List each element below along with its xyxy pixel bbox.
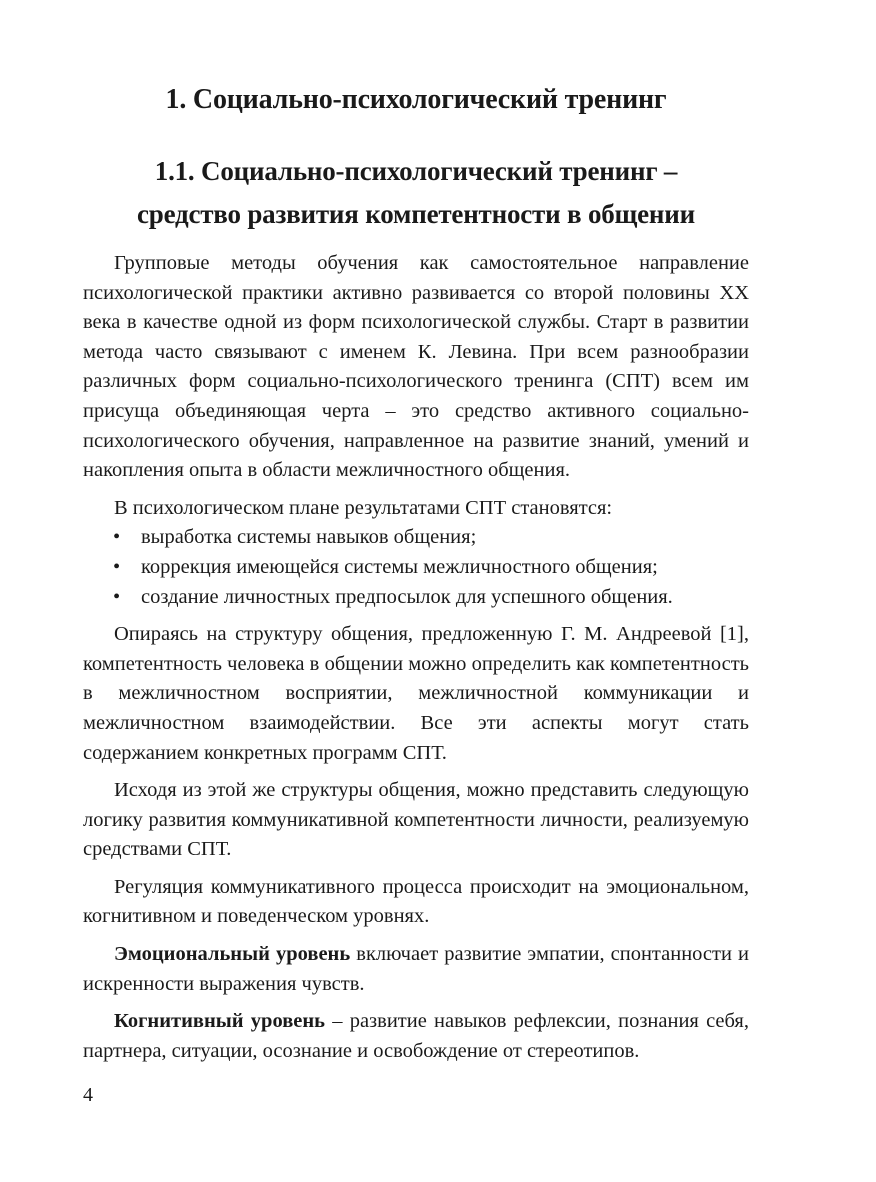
paragraph-logic: Исходя из этой же структуры общения, можно представить следующую логику развития коммуникативной компетентности личности, реализуемую средствами СПТ. — [83, 779, 749, 861]
paragraph-intro: Групповые методы обучения как самостоятельное направление психологической практики активно развивается со второй половины XX века в качестве одной из форм психологической службы. Старт в развитии метода часто связывают с именем К. Левина. При всем разнообразии различных форм социально-психологического тренинга (СПТ) всем им присуща объединяющая черта – это средство активного социально-психологического обучения, направленное на развитие знаний, умений и накопления опыта в области межличностного общения. — [83, 252, 749, 482]
paragraph-regulation: Регуляция коммуникативного процесса происходит на эмоциональном, когнитивном и поведенческом уровнях. — [83, 875, 749, 928]
page-number: 4 — [83, 1084, 93, 1106]
bullet-marker: • — [113, 555, 121, 578]
results-intro: В психологическом плане результатами СПТ становятся: — [114, 496, 613, 519]
paragraph-emotional: Эмоциональный уровень включает развитие эмпатии, спонтанности и искренности выражения чувств. — [83, 943, 749, 995]
bullet-marker: • — [113, 526, 121, 549]
emotional-level-term: Эмоциональный уровень — [114, 943, 351, 966]
bullet-marker: • — [113, 585, 121, 608]
chapter-title: 1. Социально-психологический тренинг — [165, 84, 667, 115]
section-title-line1: 1.1. Социально-психологический тренинг – — [154, 156, 678, 186]
results-list — [83, 523, 749, 612]
list-item: • выработка системы навыков общения; — [83, 523, 749, 553]
list-item: • коррекция имеющейся системы межличностного общения; — [83, 553, 749, 583]
list-item: • создание личностных предпосылок для успешного общения. — [83, 583, 749, 613]
cognitive-level-term: Когнитивный уровень — [114, 1010, 326, 1033]
section-title — [83, 150, 749, 236]
paragraph-cognitive: Когнитивный уровень – развитие навыков рефлексии, познания себя, партнера, ситуации, осознание и освобождение от стереотипов. — [83, 1010, 749, 1062]
paragraph-competence: Опираясь на структуру общения, предложенную Г. М. Андреевой [1], компетентность человека в общении можно определить как компетентность в межличностном восприятии, межличностной коммуникации и межличностном взаимодействии. Все эти аспекты могут стать содержанием конкретных программ СПТ. — [83, 623, 749, 764]
section-title-line2: средство развития компетентности в общении — [136, 199, 696, 229]
body-text — [83, 249, 749, 1066]
